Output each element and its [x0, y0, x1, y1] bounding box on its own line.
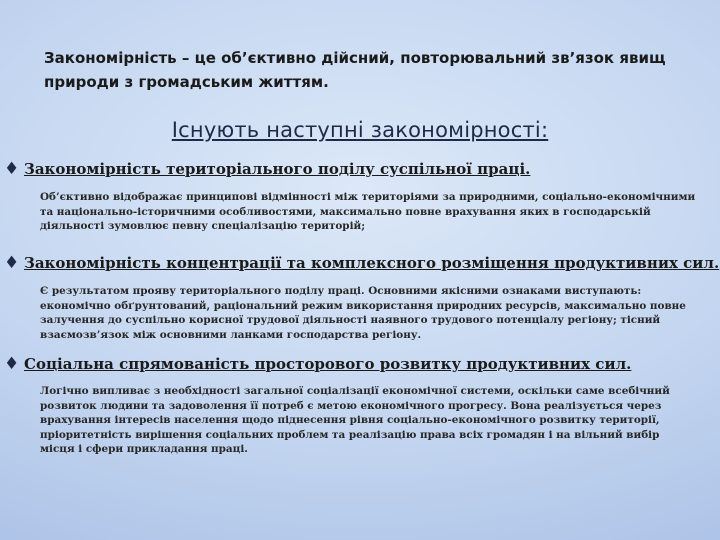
- item-title: Закономірність територіального поділу суспільної праці.: [24, 160, 531, 178]
- item-title: Соціальна спрямованість просторового розвитку продуктивних сил.: [24, 355, 632, 373]
- item-description: Логічно випливає з необхідності загальної соціалізації економічної системи, оскільки саме всебічний розвиток людини та задоволення її потреб є метою економічного прогресу. Вона реалізується через врахування інтересів населення щодо піднесення рівня соціально-економічного розвитку території, пріоритетність вирішення соціальних проблем та реалізацію права всіх громадян і на вільний вибір місця і сфери прикладання праці.: [40, 385, 670, 456]
- diamond-bullet-icon: ♦: [4, 159, 20, 179]
- section-heading: Існують наступні закономірності:: [171, 118, 549, 142]
- diamond-bullet-icon: ♦: [4, 354, 20, 374]
- diamond-bullet-icon: ♦: [4, 253, 20, 273]
- item-title: Закономірність концентрації та комплексного розміщення продуктивних сил.: [24, 254, 720, 272]
- definition-text: Закономірність – це об’єктивно дійсний, повторювальний зв’язок явищ природи з громадським життям.: [44, 49, 666, 91]
- item-description: Об’єктивно відображає принципові відмінності між територіями за природними, соціально-економічними та національно-історичними особливостями, максимально повне врахування яких в господарській діяльності зумовлює певну спеціалізацію територій;: [40, 191, 696, 233]
- item-description: Є результатом прояву територіального поділу праці. Основними якісними ознаками виступають: економічно обґрунтований, раціональний режим використання природних ресурсів, максимально повне залучення до суспільно корисної трудової діяльності наявного трудового потенціалу регіону; тісний взаємозв’язок між основними ланками господарства регіону.: [40, 285, 686, 341]
